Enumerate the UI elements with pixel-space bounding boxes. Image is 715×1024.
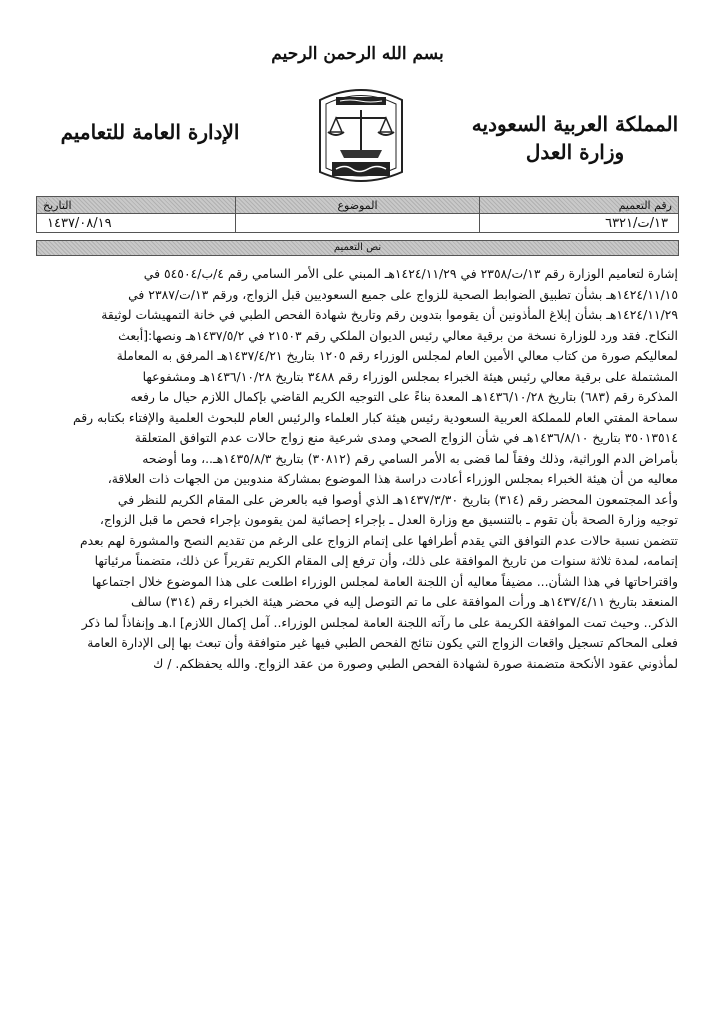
date-value: ١٤٣٧/٠٨/١٩ xyxy=(37,214,236,233)
body-label: نص التعميم xyxy=(36,240,679,256)
subject-value xyxy=(236,214,480,233)
body-line: واقتراحاتها في هذا الشأن... مضيفاً معاليه أن اللجنة العامة لمجلس الوزراء اطلعت على هذا الموضوع خلال اجتماعها xyxy=(91,573,678,589)
ministry-emblem-icon xyxy=(300,80,422,192)
ministry-block xyxy=(470,110,680,166)
basmala: بسم الله الرحمن الرحيم xyxy=(271,44,444,64)
body-line: الذكر.. وحيث تمت الموافقة الكريمة على ما رآته اللجنة العامة لمجلس الوزراء.. آمل إكمال اللازم] ا.هـ وإنفاذاً لما ذكر xyxy=(81,614,678,630)
circular-meta-table xyxy=(36,196,679,233)
date-label: التاريخ xyxy=(37,197,236,214)
country-name: المملكة العربية السعوديه xyxy=(471,112,679,136)
body-line: توجيه وزارة الصحة بأن تقوم ـ بالتنسيق مع وزارة العدل ـ بإجراء إحصائية لمن يقومون بإجراء فحص ما قبل الزواج، xyxy=(99,512,678,527)
ministry-name: وزارة العدل xyxy=(525,140,625,164)
body-line: لمعاليكم صورة من كتاب معالي الأمين العام لمجلس الوزراء رقم ١٢٠٥ بتاريخ ١٤٣٧/٤/٢١هـ المرفق به المعاملة xyxy=(116,348,678,363)
department-name: الإدارة العامة للتعاميم xyxy=(60,120,240,144)
body-line: وأعد المجتمعون المحضر رقم (٣١٤) بتاريخ ١٤٣٧/٣/٣٠هـ الذي أوصوا فيه بالعرض على المقام الكريم للنظر في xyxy=(117,491,678,507)
body-line: سماحة المفتي العام للمملكة العربية السعودية رئيس هيئة كبار العلماء والرئيس العام للبحوث العلمية والإفتاء بكتابه رقم xyxy=(73,409,678,425)
subject-label: الموضوع xyxy=(236,197,480,214)
letterhead xyxy=(40,80,680,200)
number-value: ١٣/ت/٦٣٢١ xyxy=(479,214,678,233)
circular-body xyxy=(38,264,678,674)
body-line: النكاح. فقد ورد للوزارة نسخة من برقية معالي رئيس الديوان الملكي رقم ٢١٥٠٣ في ١٤٣٧/٥/٢هـ ونصها:[أبعث xyxy=(118,327,678,343)
body-line: تتضمن نسبة حالات عدم التوافق التي يقدم أطرافها على إتمام الزواج على الرغم من تقديم النصح والمشورة لهم بعدم xyxy=(80,532,678,548)
body-line: فعلى المحاكم تسجيل واقعات الزواج التي يكون نتائج الفحص الطبي فيها غير متوافقة وأن تبعث بها إلى الإدارة العامة xyxy=(87,635,678,650)
body-line: معاليه من أن هيئة الخبراء بمجلس الوزراء أعادت دراسة هذا الموضوع بمشاركة مندوبين من الجهات ذات العلاقة، xyxy=(107,471,678,486)
body-line: ١٤٢٤/١١/١٥هـ بشأن تطبيق الضوابط الصحية للزواج على جميع السعوديين قبل الزواج، ورقم ١٣/ت/٢٣٨٧ في xyxy=(128,286,678,302)
body-line: المشتملة على برقية معالي رئيس هيئة الخبراء بمجلس الوزراء رقم ٣٤٨٨ بتاريخ ١٤٣٦/١٠/٢٨هـ ومشفوعها xyxy=(142,368,678,384)
body-line: بأمراض الدم الوراثية، وذلك وفقاً لما قضى به الأمر السامي رقم (٣٠٨١٢) بتاريخ ١٤٣٥/٨/٣هـ..، وما أوضحه xyxy=(142,450,678,466)
body-line: لمأذوني عقود الأنكحة متضمنة صورة لشهادة الفحص الطبي وصورة من عقد الزواج. والله يحفظكم. / ك xyxy=(153,655,678,671)
body-line: المذكرة رقم (٦٨٣) بتاريخ ١٤٣٦/١٠/٢٨هـ المعدة بناءً على التوجيه الكريم القاضي بإكمال اللازم حيال ما رفعه xyxy=(130,389,678,404)
body-line: إتمامه، لمدة ثلاثة سنوات من تاريخ الموافقة على ذلك، وأن ترفع إلى المقام الكريم تقريراً عن ذلك، متضمناً مرئياتها xyxy=(94,553,678,568)
body-line: ١٤٢٤/١١/٢٩هـ بشأن إبلاغ المأذونين أن يقوموا بتدوين رقم وتاريخ شهادة الفحص الطبي في خانة التمهيشات لوثيقة xyxy=(101,307,678,322)
body-line: ٣٥٠١٣٥١٤ بتاريخ ١٤٣٦/٨/١٠هـ في شأن الزواج الصحي ومدى شرعية منع زواج حالات عدم التوافق المتعلقة xyxy=(134,430,678,445)
body-line: المنعقد بتاريخ ١٤٣٧/٤/١١هـ ورأت الموافقة على ما تم التوصل إليه في محضر هيئة الخبراء رقم (٣١٤) سالف xyxy=(130,594,678,609)
number-label: رقم التعميم xyxy=(479,197,678,214)
body-line: إشارة لتعاميم الوزارة رقم ١٣/ت/٢٣٥٨ في ١٤٢٤/١١/٢٩هـ المبني على الأمر السامي رقم ٤/ب/٥٤٥٠٤ في xyxy=(143,266,678,281)
